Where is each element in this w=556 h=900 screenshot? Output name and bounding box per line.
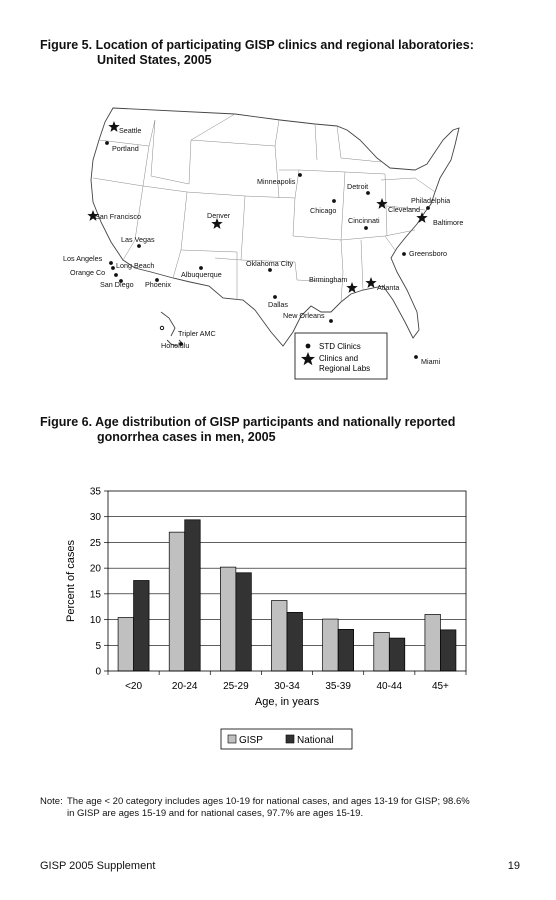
city-label-long-beach: Long Beach <box>116 261 155 270</box>
city-dot-icon-orange-co <box>114 273 118 277</box>
bar-national-25-29 <box>236 573 252 671</box>
city-label-miami: Miami <box>421 357 441 366</box>
city-label-philadelphia: Philadelphia <box>411 196 451 205</box>
figure-note <box>40 796 530 820</box>
city-dot-icon-los-angeles <box>109 261 113 265</box>
note-line2: in GISP are ages 15-19 and for national cases, 97.7% are ages 15-19. <box>67 808 364 819</box>
figure6-title-line2: gonorrhea cases in men, 2005 <box>97 430 276 444</box>
city-label-cleveland: Cleveland <box>388 205 420 214</box>
city-label-los-angeles: Los Angeles <box>63 254 103 263</box>
legend-labs-label-2: Regional Labs <box>319 364 371 373</box>
legend-national-swatch <box>286 735 294 743</box>
y-tick-label-35: 35 <box>89 486 101 498</box>
city-label-denver: Denver <box>207 211 231 220</box>
bar-gisp-20-24 <box>169 532 185 671</box>
bar-gisp-20 <box>118 618 134 671</box>
figure6-title-line1: Figure 6. Age distribution of GISP participants and nationally reported <box>40 415 456 429</box>
x-tick-label-35-39: 35-39 <box>325 681 351 692</box>
y-tick-label-20: 20 <box>89 563 101 575</box>
figure5-title-line1: Figure 5. Location of participating GISP clinics and regional laboratories: <box>40 38 474 52</box>
y-tick-label-15: 15 <box>89 589 101 601</box>
city-label-san-diego: San Diego <box>100 280 134 289</box>
y-tick-label-10: 10 <box>89 615 101 627</box>
city-label-san-francisco: San Francisco <box>95 212 141 221</box>
city-label-albuquerque: Albuquerque <box>181 270 222 279</box>
city-label-honolulu: Honolulu <box>161 341 190 350</box>
age-distribution-chart <box>50 478 480 758</box>
city-label-baltimore: Baltimore <box>433 218 464 227</box>
city-label-cincinnati: Cincinnati <box>348 216 380 225</box>
y-tick-label-5: 5 <box>95 640 101 652</box>
city-label-detroit: Detroit <box>347 182 369 191</box>
x-axis-label: Age, in years <box>254 696 320 708</box>
legend-gisp-label: GISP <box>239 735 263 746</box>
x-tick-label-40-44: 40-44 <box>376 681 403 692</box>
city-dot-icon-oklahoma-city <box>268 268 272 272</box>
x-tick-label-45: 45+ <box>431 681 449 692</box>
footer-publication: GISP 2005 Supplement <box>40 860 156 872</box>
city-dot-icon-long-beach <box>111 266 115 270</box>
map-outline <box>91 108 459 346</box>
bar-gisp-25-29 <box>220 567 236 671</box>
city-dot-icon-miami <box>414 355 418 359</box>
legend-clinics-label: STD Clinics <box>319 342 361 351</box>
legend-labs-label-1: Clinics and <box>319 354 359 363</box>
y-tick-label-25: 25 <box>89 537 101 549</box>
city-label-greensboro: Greensboro <box>409 249 447 258</box>
x-tick-label-25-29: 25-29 <box>223 681 249 692</box>
city-star-icon-atlanta <box>365 277 376 288</box>
y-axis-ticks <box>90 487 108 678</box>
city-dot-icon-philadelphia <box>426 206 430 210</box>
city-dot-icon-cincinnati <box>364 226 368 230</box>
figure5-title-line2: United States, 2005 <box>97 53 212 67</box>
bar-gisp-35-39 <box>323 619 339 671</box>
x-tick-label-20: <20 <box>125 681 143 692</box>
legend-national-label: National <box>297 735 334 746</box>
city-label-tripler-amc: Tripler AMC <box>178 329 216 338</box>
city-dot-icon-minneapolis <box>298 173 302 177</box>
bar-national-45 <box>440 630 456 671</box>
city-label-birmingham: Birmingham <box>309 275 348 284</box>
note-label: Note: <box>40 796 63 807</box>
legend-gisp-swatch <box>228 735 236 743</box>
bar-national-40-44 <box>389 638 405 671</box>
page-number: 19 <box>507 860 520 872</box>
map-legend <box>295 333 387 379</box>
bar-gisp-40-44 <box>374 632 390 671</box>
city-label-las-vegas: Las Vegas <box>121 235 155 244</box>
figure6-title <box>40 415 455 445</box>
city-dot-icon-chicago <box>332 199 336 203</box>
note-line1: The age < 20 category includes ages 10-19 for national cases, and ages 13-19 for GISP; 98.6% <box>67 796 470 807</box>
city-label-dallas: Dallas <box>268 300 288 309</box>
bar-gisp-30-34 <box>272 601 288 671</box>
bar-national-20-24 <box>185 520 201 671</box>
city-star-icon-seattle <box>108 121 119 132</box>
y-tick-label-0: 0 <box>95 666 101 678</box>
us-map <box>63 100 465 385</box>
bar-national-35-39 <box>338 629 354 671</box>
state-lines <box>93 114 435 302</box>
city-label-seattle: Seattle <box>119 126 142 135</box>
city-label-orange-co: Orange Co <box>70 268 106 277</box>
city-label-chicago: Chicago <box>310 206 337 215</box>
bar-national-20 <box>134 580 150 671</box>
city-dot-icon-greensboro <box>402 252 406 256</box>
city-label-portland: Portland <box>112 144 139 153</box>
city-markers <box>63 121 463 366</box>
x-axis-ticks <box>108 671 466 692</box>
city-label-phoenix: Phoenix <box>145 280 171 289</box>
chart-legend <box>221 729 352 749</box>
city-dot-icon-las-vegas <box>137 244 141 248</box>
y-axis-label: Percent of cases <box>65 540 77 622</box>
city-label-minneapolis: Minneapolis <box>257 177 296 186</box>
city-dot-icon-new-orleans <box>329 319 333 323</box>
figure5-title <box>40 38 474 68</box>
bar-national-30-34 <box>287 612 303 671</box>
city-star-icon-birmingham <box>346 282 357 293</box>
city-dot-icon-dallas <box>273 295 277 299</box>
city-label-new-orleans: New Orleans <box>283 311 325 320</box>
x-tick-label-30-34: 30-34 <box>274 681 300 692</box>
y-tick-label-30: 30 <box>89 512 101 524</box>
bar-gisp-45 <box>425 614 441 671</box>
city-dot-icon-portland <box>105 141 109 145</box>
city-label-atlanta: Atlanta <box>377 283 400 292</box>
city-dot-icon-detroit <box>366 191 370 195</box>
city-dot-icon-tripler-amc <box>160 326 163 329</box>
x-tick-label-20-24: 20-24 <box>171 681 198 692</box>
city-label-oklahoma-city: Oklahoma City <box>246 259 294 268</box>
clinic-dot-icon <box>306 344 311 349</box>
